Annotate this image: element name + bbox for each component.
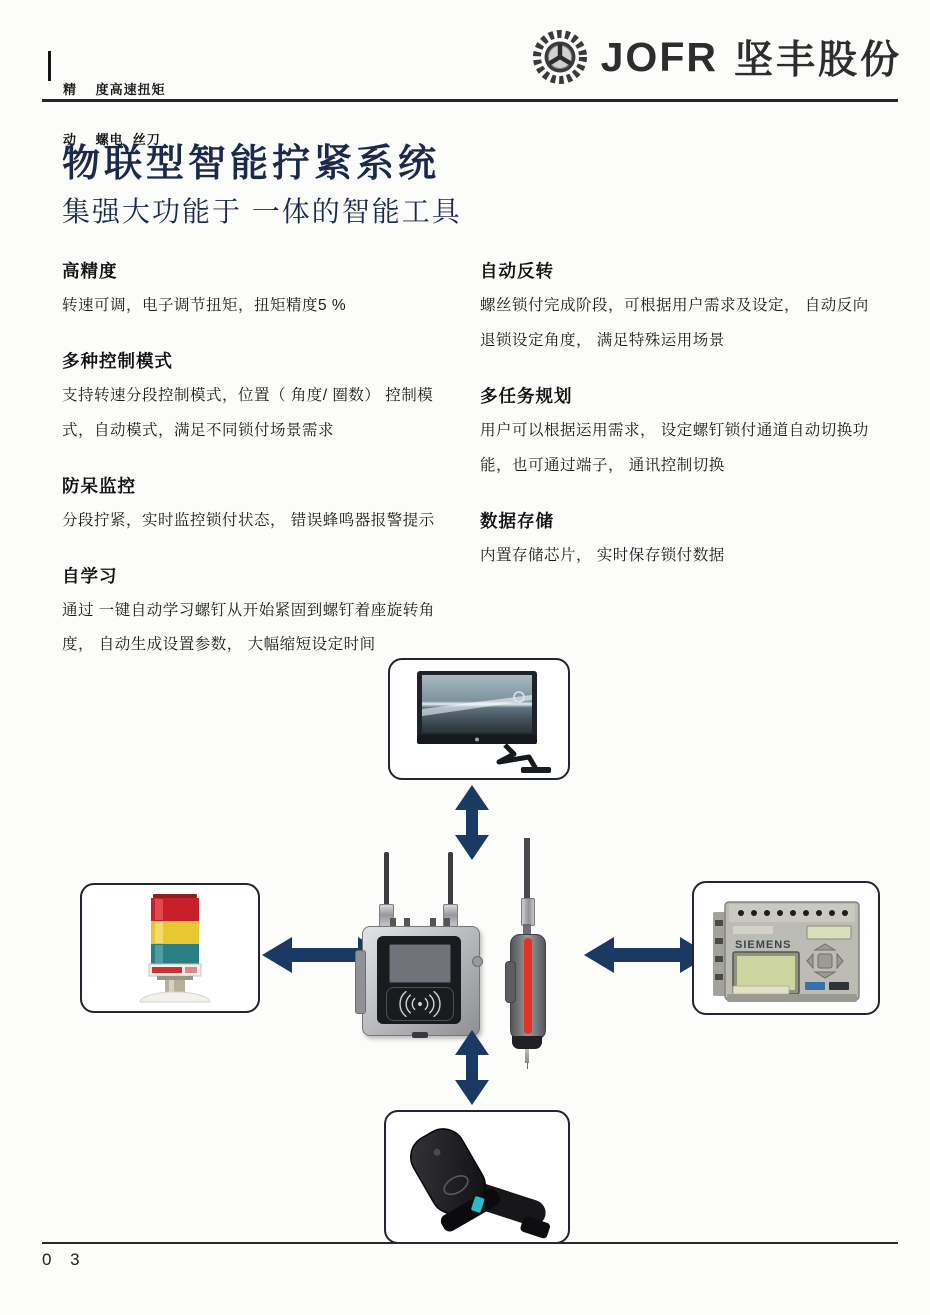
- header-rule: [42, 99, 898, 102]
- gear-icon: [531, 28, 589, 86]
- controller-foot: [412, 1032, 428, 1038]
- feature-body: 内置存储芯片， 实时保存锁付数据: [480, 546, 725, 564]
- feature-body: 螺丝锁付完成阶段，可根据用户需求及设定， 自动反向退锁设定角度， 满足特殊运用场景: [480, 297, 869, 349]
- screwdriver-bit: [525, 1049, 529, 1063]
- feature-self-learning: [62, 563, 464, 664]
- tagline-line2: 动 螺电 丝刀: [63, 132, 161, 148]
- feature-body: 用户可以根据运用需求， 设定螺钉锁付通道自动切换功能，也可通过端子， 通讯控制切换: [480, 421, 869, 474]
- barcode-scanner-illustration: [389, 1115, 565, 1239]
- tower-light-device-box: [80, 883, 260, 1013]
- feature-heading: 多任务规划: [480, 385, 573, 406]
- plc-brand-label: SIEMENS: [735, 939, 792, 951]
- feature-column-right: [480, 258, 874, 687]
- screwdriver-bit-tip: [527, 1063, 529, 1069]
- feature-data-storage: [480, 508, 874, 574]
- feature-heading: 数据存储: [480, 510, 554, 531]
- controller-knob: [472, 956, 483, 967]
- feature-heading: 高精度: [62, 261, 118, 281]
- monitor-device-box: [388, 658, 570, 780]
- page-subtitle: 集强大功能于 一体的智能工具: [62, 196, 462, 227]
- screwdriver-neck: [523, 924, 531, 934]
- controller-screen: [389, 944, 451, 983]
- screwdriver-trigger: [505, 961, 516, 1003]
- footer-rule: [42, 1242, 898, 1244]
- controller-side-rail: [355, 950, 366, 1014]
- feature-body: 支持转速分段控制模式，位置（ 角度/ 圈数） 控制模式，自动模式，满足不同锁付场景需求: [62, 386, 434, 439]
- feature-body: 通过 一键自动学习螺钉从开始紧固到螺钉着座旋转角度， 自动生成设置参数， 大幅缩短设定时间: [62, 601, 435, 654]
- screwdriver-red-stripe: [524, 938, 532, 1034]
- feature-multitask-planning: [480, 383, 874, 484]
- feature-heading: 自动反转: [480, 261, 554, 281]
- feature-control-modes: [62, 348, 464, 449]
- feature-high-precision: [62, 258, 464, 324]
- signal-tower-illustration: [85, 888, 255, 1008]
- screwdriver-connector: [521, 898, 535, 926]
- siemens-plc-illustration: [697, 886, 875, 1010]
- monitor-arm-illustration: [393, 663, 565, 775]
- arrow-controller-scanner: [452, 1030, 492, 1105]
- logo-text-cn: 坚丰股份: [733, 39, 902, 82]
- feature-auto-reverse: [480, 258, 874, 359]
- feature-heading: 防呆监控: [62, 475, 136, 496]
- logo-text-en: JOFR: [600, 33, 718, 80]
- feature-heading: 自学习: [62, 565, 118, 586]
- electric-screwdriver-illustration: [502, 838, 552, 1056]
- page-title: 物联型智能拧紧系统: [62, 143, 441, 185]
- nfc-zone: [386, 987, 454, 1021]
- feature-error-monitoring: [62, 473, 464, 539]
- feature-body: 分段拧紧，实时监控锁付状态， 错误蜂鸣器报警提示: [62, 511, 435, 529]
- feature-columns: [62, 258, 874, 687]
- controller-ports: [390, 918, 450, 926]
- feature-body: 转速可调，电子调节扭矩，扭矩精度5 %: [62, 297, 347, 314]
- wireless-signal-icon: [388, 989, 452, 1019]
- tagline-line1: 精 度高速扭矩: [63, 81, 166, 97]
- page-number: 0 3: [42, 1250, 87, 1269]
- scanner-device-box: [384, 1110, 570, 1244]
- wireless-controller-illustration: [362, 852, 478, 1037]
- company-logo: [531, 28, 902, 86]
- screwdriver-chuck: [512, 1036, 542, 1049]
- arrow-monitor-controller: [452, 785, 492, 860]
- tagline-divider: [48, 51, 51, 81]
- controller-front-panel: [377, 936, 461, 1024]
- plc-device-box: [692, 881, 880, 1015]
- system-diagram: [0, 650, 930, 1250]
- feature-heading: 多种控制模式: [62, 350, 173, 371]
- screwdriver-cable: [524, 838, 530, 904]
- screwdriver-body: [510, 934, 546, 1040]
- feature-column-left: [62, 258, 464, 687]
